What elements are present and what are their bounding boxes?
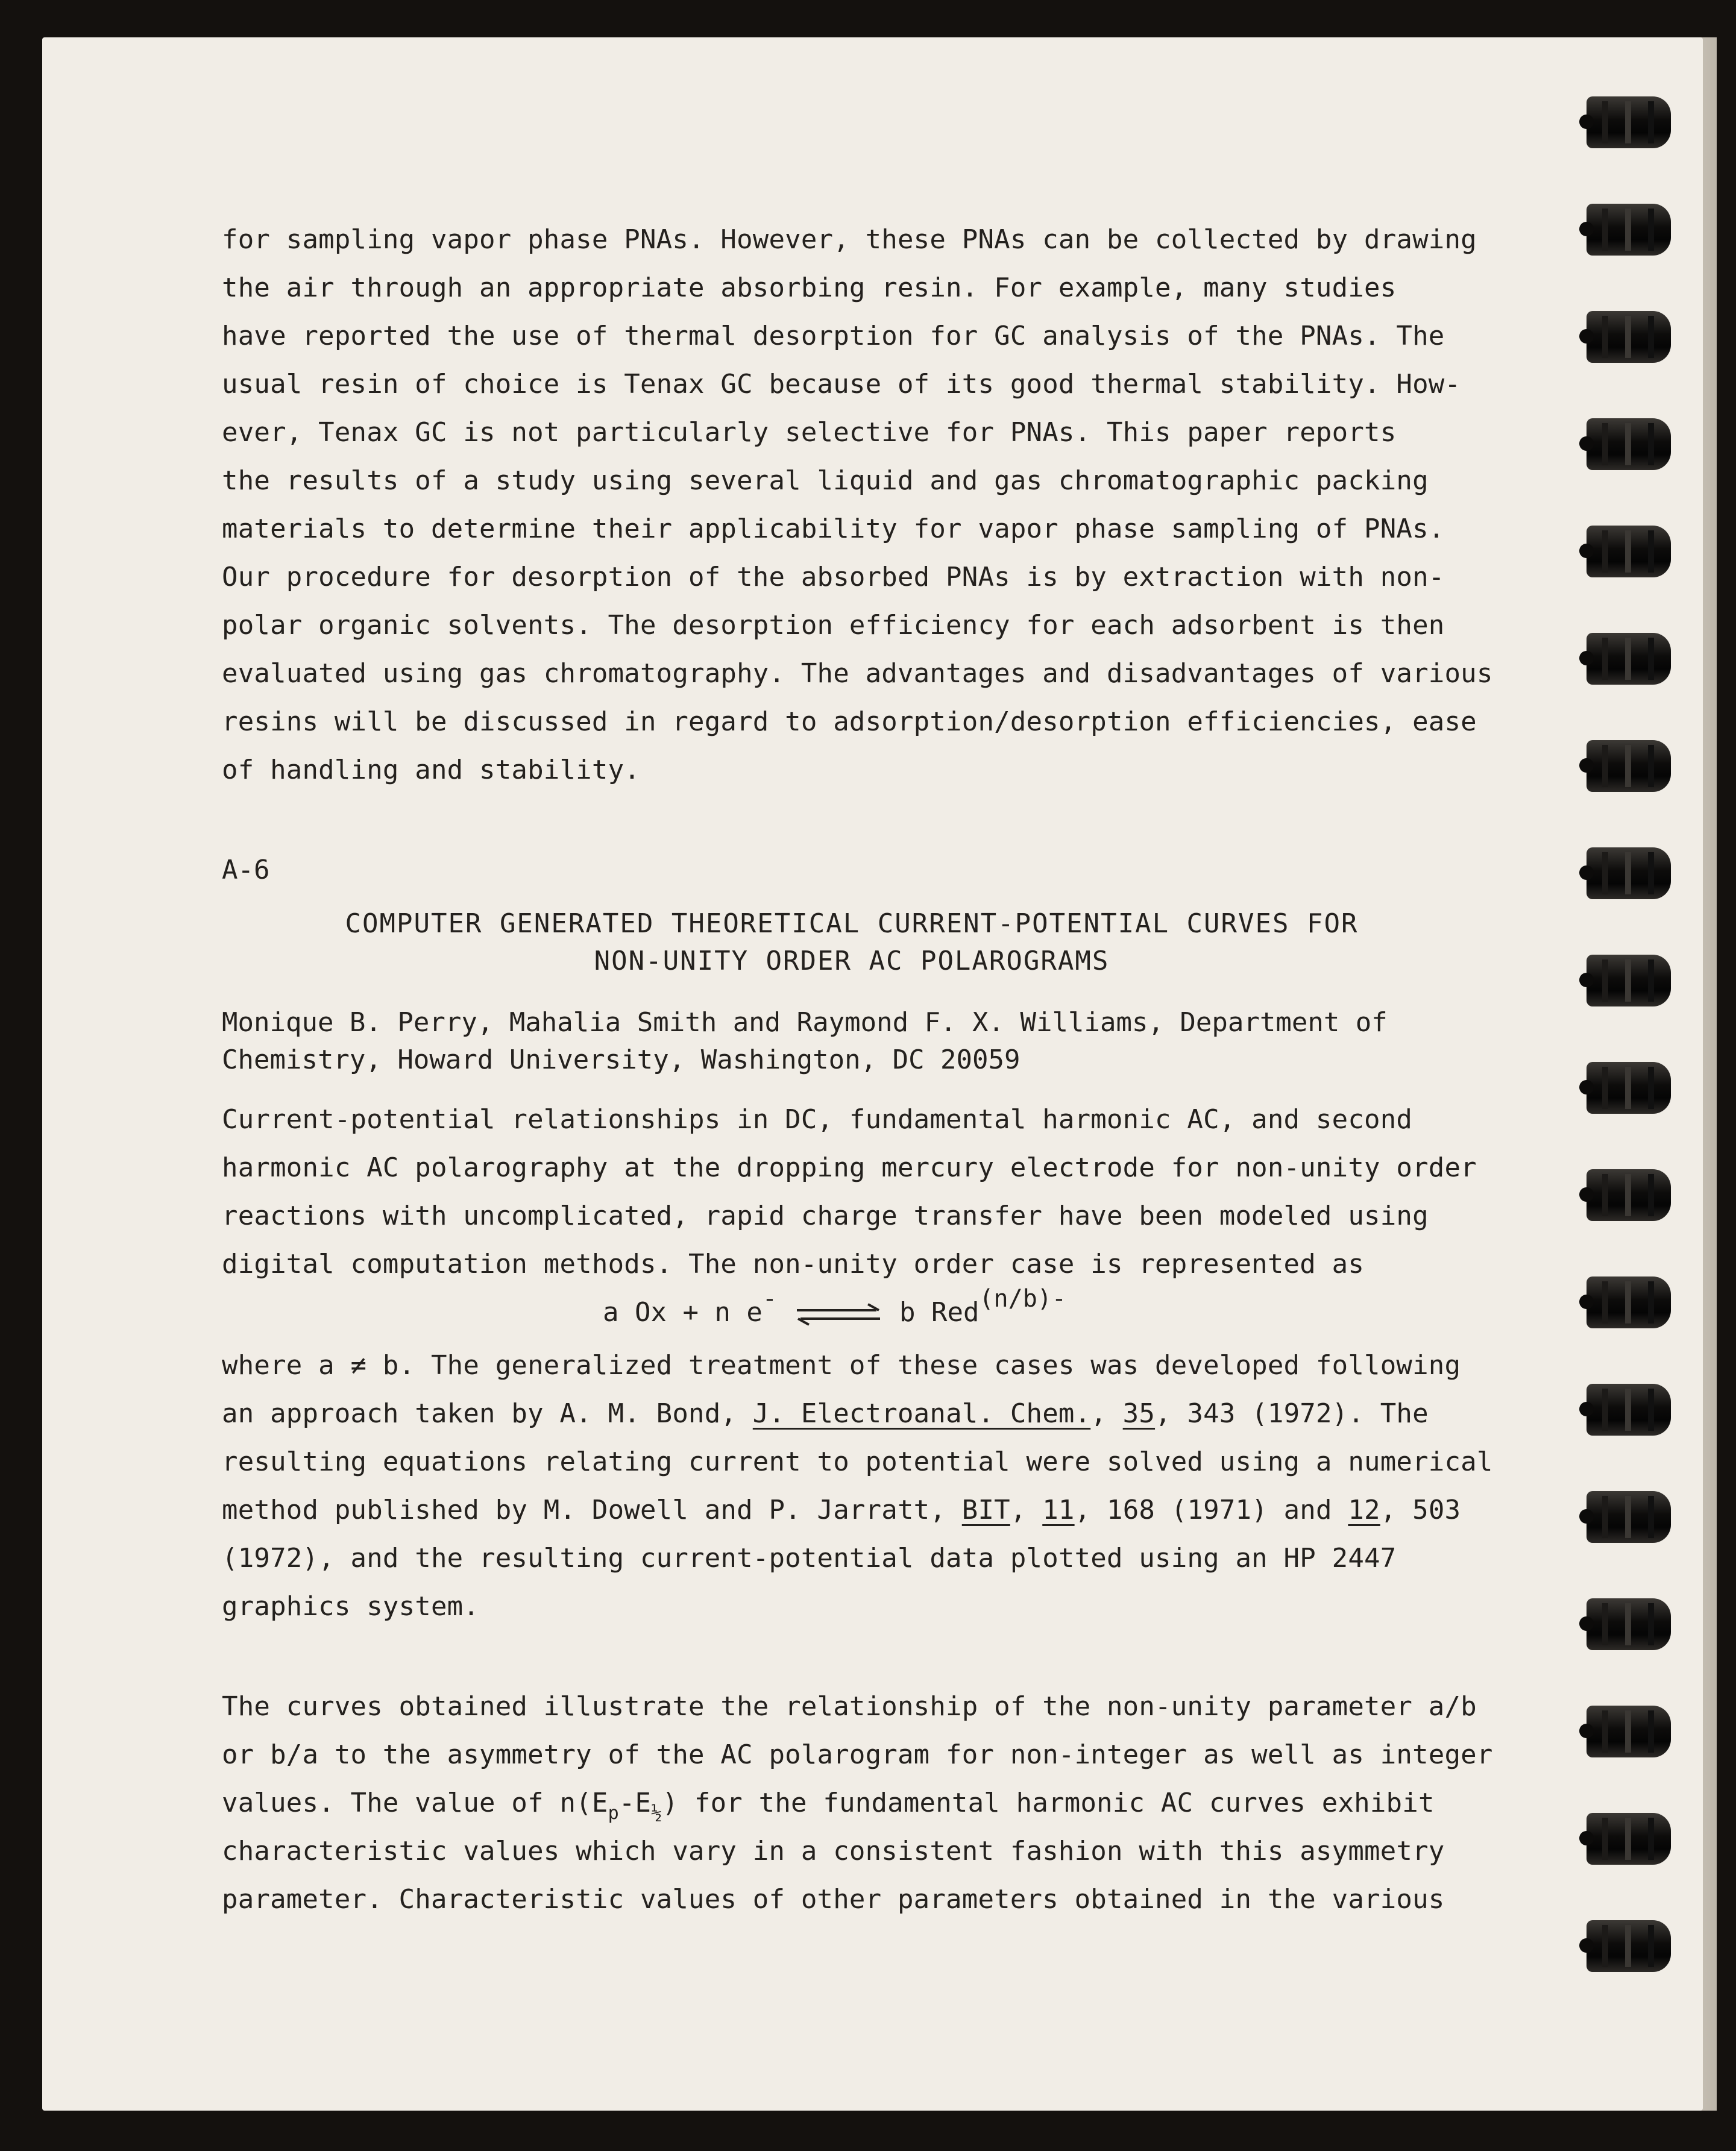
text-line: parameter. Characteristic values of other parameters obtained in the various <box>222 1884 1445 1915</box>
text-line: (1972), and the resulting current-potential data plotted using an HP 2447 <box>222 1543 1397 1574</box>
authors-line: Chemistry, Howard University, Washington, DC 20059 <box>222 1044 1021 1075</box>
text-line: polar organic solvents. The desorption efficiency for each adsorbent is then <box>222 610 1445 641</box>
journal-citation: BIT <box>961 1495 1010 1525</box>
product-charge: (n/b)- <box>979 1285 1066 1313</box>
equation-product: b Red <box>899 1297 980 1328</box>
text-line: harmonic AC polarography at the dropping mercury electrode for non-unity order <box>222 1152 1477 1183</box>
intro-paragraph <box>222 216 1506 794</box>
binding-coil <box>1587 204 1671 256</box>
authors-line: Monique B. Perry, Mahalia Smith and Raymond F. X. Williams, Department of <box>222 1007 1388 1038</box>
subscript-half: ½ <box>651 1803 662 1824</box>
binding-coil <box>1587 633 1671 685</box>
binding-coil <box>1587 526 1671 577</box>
text-run: method published by M. Dowell and P. Jarratt, <box>222 1495 962 1525</box>
binding-coil <box>1587 1169 1671 1221</box>
text-line <box>222 1779 1506 1827</box>
text-line <box>222 1486 1506 1534</box>
text-line: resins will be discussed in regard to adsorption/desorption efficiencies, ease <box>222 706 1477 737</box>
binding-coil <box>1587 96 1671 148</box>
text-line: the results of a study using several liquid and gas chromatographic packing <box>222 465 1429 496</box>
text-run: , 168 (1971) and <box>1074 1495 1348 1525</box>
abstract-title <box>222 905 1482 980</box>
binding-coil <box>1587 1491 1671 1543</box>
text-line: characteristic values which vary in a consistent fashion with this asymmetry <box>222 1836 1445 1867</box>
volume-number: 35 <box>1122 1398 1156 1429</box>
binding-coil <box>1587 1920 1671 1972</box>
volume-number: 12 <box>1348 1495 1380 1525</box>
text-line: usual resin of choice is Tenax GC because of its good thermal stability. How- <box>222 369 1461 400</box>
text-run: , 343 (1972). The <box>1155 1398 1429 1429</box>
text-run: ) for the fundamental harmonic AC curves exhibit <box>662 1788 1435 1818</box>
text-line: ever, Tenax GC is not particularly selective for PNAs. This paper reports <box>222 417 1397 448</box>
binding-coil <box>1587 1384 1671 1436</box>
text-run: values. The value of n(E <box>222 1788 608 1818</box>
text-line: digital computation methods. The non-unity order case is represented as <box>222 1249 1365 1280</box>
authors-affiliation <box>222 1004 1388 1079</box>
binding-coil <box>1587 1276 1671 1328</box>
text-run: , 503 <box>1380 1495 1461 1525</box>
abstract-paragraph-2 <box>222 1342 1506 1631</box>
binding-coil <box>1587 418 1671 470</box>
text-line: Our procedure for desorption of the absorbed PNAs is by extraction with non- <box>222 562 1445 592</box>
abstract-paragraph-3 <box>222 1683 1506 1924</box>
journal-citation: J. Electroanal. Chem. <box>752 1398 1091 1429</box>
text-line: where a ≠ b. The generalized treatment of these cases was developed following <box>222 1350 1461 1381</box>
text-line: Current-potential relationships in DC, fundamental harmonic AC, and second <box>222 1104 1413 1135</box>
binding-coil <box>1587 847 1671 899</box>
text-line: materials to determine their applicability for vapor phase sampling of PNAs. <box>222 513 1445 544</box>
volume-number: 11 <box>1042 1495 1075 1525</box>
abstract-label: A-6 <box>222 855 270 885</box>
equilibrium-arrows-icon <box>793 1302 884 1326</box>
title-line: NON-UNITY ORDER AC POLAROGRAMS <box>594 946 1110 976</box>
text-line: the air through an appropriate absorbing resin. For example, many studies <box>222 272 1397 303</box>
binding-coil <box>1587 1706 1671 1757</box>
binding-coil <box>1587 1813 1671 1865</box>
text-run: -E <box>618 1788 652 1818</box>
text-line: reactions with uncomplicated, rapid charge transfer have been modeled using <box>222 1201 1429 1231</box>
abstract-paragraph-1 <box>222 1096 1506 1289</box>
text-line: evaluated using gas chromatography. The advantages and disadvantages of various <box>222 658 1493 689</box>
text-line: The curves obtained illustrate the relationship of the non-unity parameter a/b <box>222 1691 1477 1722</box>
electron-charge: - <box>762 1285 777 1313</box>
text-run: , <box>1010 1495 1043 1525</box>
binding-coil <box>1587 1062 1671 1114</box>
text-line: for sampling vapor phase PNAs. However, these PNAs can be collected by drawing <box>222 224 1477 255</box>
title-line: COMPUTER GENERATED THEORETICAL CURRENT-POTENTIAL CURVES FOR <box>345 908 1359 939</box>
binding-coil <box>1587 955 1671 1006</box>
text-run: , <box>1090 1398 1123 1429</box>
text-run: an approach taken by A. M. Bond, <box>222 1398 753 1429</box>
reaction-equation <box>603 1285 1066 1337</box>
text-line: graphics system. <box>222 1591 480 1622</box>
equation-reactants: a Ox + n e <box>603 1297 763 1328</box>
text-line: have reported the use of thermal desorption for GC analysis of the PNAs. The <box>222 321 1445 351</box>
binding-coil <box>1587 740 1671 792</box>
subscript-p: p <box>608 1803 619 1824</box>
text-line: resulting equations relating current to potential were solved using a numerical <box>222 1446 1493 1477</box>
text-line: of handling and stability. <box>222 755 640 785</box>
binding-coil <box>1587 1598 1671 1650</box>
text-line <box>222 1390 1506 1438</box>
binding-coil <box>1587 311 1671 363</box>
text-line: or b/a to the asymmetry of the AC polarogram for non-integer as well as integer <box>222 1739 1493 1770</box>
